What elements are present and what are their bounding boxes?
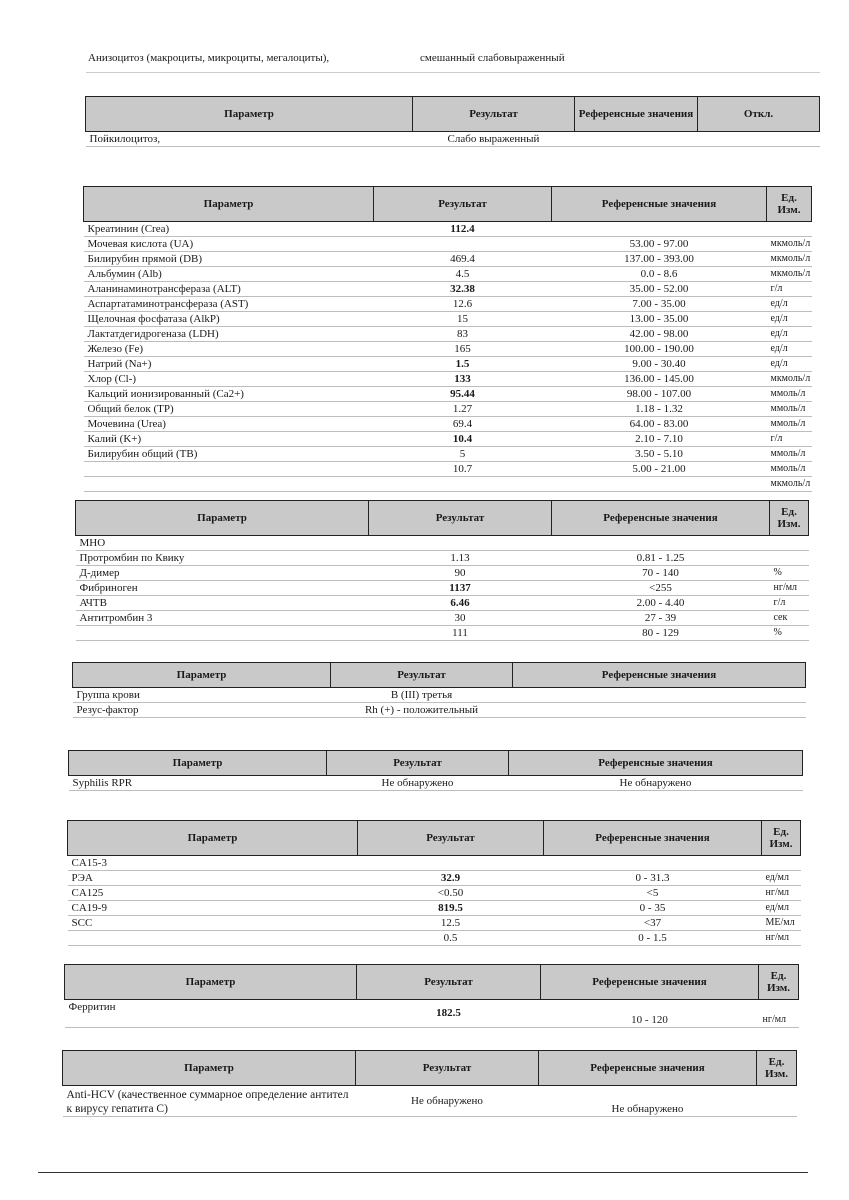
unit-cell — [770, 551, 809, 566]
header-result: Результат — [331, 663, 513, 688]
ref-cell: 3.50 - 5.10 — [552, 447, 767, 462]
header-ref: Референсные значения — [509, 751, 803, 776]
header-result: Результат — [357, 965, 541, 1000]
param-cell: Фибриноген — [76, 581, 369, 596]
result-cell: 1.13 — [369, 551, 552, 566]
table-row — [76, 611, 809, 626]
param-cell: CA125 — [68, 886, 358, 901]
table-row — [86, 132, 820, 147]
poikilocytosis-table — [85, 96, 820, 147]
ref-cell — [575, 132, 698, 147]
biochem-section — [83, 186, 811, 492]
param-cell: CA19-9 — [68, 901, 358, 916]
ref-cell: 35.00 - 52.00 — [552, 282, 767, 297]
table-row — [84, 447, 812, 462]
tumor-rows — [68, 856, 801, 946]
table-row — [76, 626, 809, 641]
coag-section — [75, 500, 808, 641]
table-row — [68, 916, 801, 931]
header-param: Параметр — [68, 821, 358, 856]
result-cell: <0.50 — [358, 886, 544, 901]
header-ref: Референсные значения — [552, 187, 767, 222]
unit-cell: сек — [770, 611, 809, 626]
unit-cell: нг/мл — [762, 931, 801, 946]
table-row — [84, 477, 812, 492]
result-cell: 90 — [369, 566, 552, 581]
ref-cell: 7.00 - 35.00 — [552, 297, 767, 312]
result-cell: 1.5 — [374, 357, 552, 372]
unit-cell — [762, 856, 801, 871]
ferritin-section — [64, 964, 798, 1028]
unit-cell — [770, 536, 809, 551]
ref-cell: 136.00 - 145.00 — [552, 372, 767, 387]
unit-cell: нг/мл — [770, 581, 809, 596]
param-cell: CA15-3 — [68, 856, 358, 871]
blood-group-section — [72, 662, 805, 718]
param-cell — [68, 931, 358, 946]
result-cell: 1.27 — [374, 402, 552, 417]
biochem-rows — [84, 222, 812, 492]
header-ref: Референсные значения — [552, 501, 770, 536]
unit-cell: мкмоль/л — [767, 267, 812, 282]
unit-cell: мкмоль/л — [767, 237, 812, 252]
result-cell: 95.44 — [374, 387, 552, 402]
result-cell: 112.4 — [374, 222, 552, 237]
result-cell: 69.4 — [374, 417, 552, 432]
tumor-table — [67, 820, 801, 946]
table-row — [68, 856, 801, 871]
result-cell: 4.5 — [374, 267, 552, 282]
table-row — [63, 1086, 797, 1117]
result-cell — [369, 536, 552, 551]
header-ref: Референсные значения — [541, 965, 759, 1000]
header-param: Параметр — [84, 187, 374, 222]
table-row — [84, 267, 812, 282]
param-cell — [84, 462, 374, 477]
ref-cell: 1.18 - 1.32 — [552, 402, 767, 417]
ref-cell: <37 — [544, 916, 762, 931]
result-cell: Rh (+) - положительный — [331, 703, 513, 718]
unit-cell: мкмоль/л — [767, 252, 812, 267]
table-row — [76, 596, 809, 611]
param-cell: Билирубин прямой (DB) — [84, 252, 374, 267]
unit-cell — [767, 222, 812, 237]
header-param: Параметр — [63, 1051, 356, 1086]
ref-cell: 100.00 - 190.00 — [552, 342, 767, 357]
page-footer-line — [38, 1172, 808, 1173]
result-cell — [374, 477, 552, 492]
unit-cell — [757, 1086, 797, 1117]
result-cell: 819.5 — [358, 901, 544, 916]
unit-cell: ммоль/л — [767, 462, 812, 477]
param-cell: Резус-фактор — [73, 703, 331, 718]
table-row — [84, 342, 812, 357]
result-cell: 165 — [374, 342, 552, 357]
result-cell: 6.46 — [369, 596, 552, 611]
result-cell: 15 — [374, 312, 552, 327]
result-cell: 1137 — [369, 581, 552, 596]
param-cell: Д-димер — [76, 566, 369, 581]
table-row — [76, 551, 809, 566]
param-cell: Syphilis RPR — [69, 776, 327, 791]
header-ref: Референсные значения — [539, 1051, 757, 1086]
result-cell: 133 — [374, 372, 552, 387]
unit-cell: нг/мл — [759, 1000, 799, 1028]
header-param: Параметр — [65, 965, 357, 1000]
ref-cell: 0.0 - 8.6 — [552, 267, 767, 282]
ref-cell: 10 - 120 — [541, 1000, 759, 1028]
param-cell: Мочевина (Urea) — [84, 417, 374, 432]
param-cell: Щелочная фосфатаза (AlkP) — [84, 312, 374, 327]
ref-cell: 0 - 31.3 — [544, 871, 762, 886]
table-row — [65, 1000, 799, 1028]
header-unit: Ед. Изм. — [762, 821, 801, 856]
result-cell: 5 — [374, 447, 552, 462]
unit-cell: % — [770, 566, 809, 581]
param-cell: Калий (K+) — [84, 432, 374, 447]
unit-cell: ммоль/л — [767, 387, 812, 402]
param-cell: Железо (Fe) — [84, 342, 374, 357]
result-cell: 12.6 — [374, 297, 552, 312]
param-cell: Антитромбин 3 — [76, 611, 369, 626]
result-cell: 30 — [369, 611, 552, 626]
table-row — [73, 688, 806, 703]
header-result: Результат — [369, 501, 552, 536]
table-row — [84, 222, 812, 237]
param-cell: SCC — [68, 916, 358, 931]
table-row — [84, 297, 812, 312]
hcv-table — [62, 1050, 797, 1117]
result-cell: 469.4 — [374, 252, 552, 267]
table-row — [84, 372, 812, 387]
result-cell: 10.7 — [374, 462, 552, 477]
ref-cell: 70 - 140 — [552, 566, 770, 581]
param-cell: Мочевая кислота (UA) — [84, 237, 374, 252]
header-result: Результат — [358, 821, 544, 856]
unit-cell: г/л — [767, 432, 812, 447]
dev-cell — [698, 132, 820, 147]
unit-cell: ед/л — [767, 342, 812, 357]
table-row — [68, 886, 801, 901]
table-row — [84, 357, 812, 372]
table-row — [84, 462, 812, 477]
result-cell: B (III) третья — [331, 688, 513, 703]
param-cell: Anti-HCV (качественное суммарное определение антител к вирусу гепатита С) — [63, 1086, 356, 1117]
header-ref: Референсные значения — [513, 663, 806, 688]
header-dev: Откл. — [698, 97, 820, 132]
ref-cell: 0 - 35 — [544, 901, 762, 916]
unit-cell: ммоль/л — [767, 447, 812, 462]
param-cell: Креатинин (Crea) — [84, 222, 374, 237]
unit-cell: мкмоль/л — [767, 477, 812, 492]
table-row — [68, 931, 801, 946]
ref-cell: Не обнаружено — [509, 776, 803, 791]
table-row — [84, 387, 812, 402]
blood-group-table — [72, 662, 806, 718]
table-row — [84, 327, 812, 342]
table-row — [68, 901, 801, 916]
table-row — [76, 566, 809, 581]
param-cell: Аланинаминотрансфераза (ALT) — [84, 282, 374, 297]
header-result: Результат — [413, 97, 575, 132]
header-unit: Ед. Изм. — [757, 1051, 797, 1086]
unit-cell: ед/л — [767, 357, 812, 372]
syphilis-rows — [69, 776, 803, 791]
unit-cell: % — [770, 626, 809, 641]
result-cell — [374, 237, 552, 252]
ref-cell: 2.10 - 7.10 — [552, 432, 767, 447]
table-row — [84, 312, 812, 327]
table-row — [76, 581, 809, 596]
ref-cell: 0 - 1.5 — [544, 931, 762, 946]
param-cell: Ферритин — [65, 1000, 357, 1028]
ref-cell: 2.00 - 4.40 — [552, 596, 770, 611]
ref-cell: 5.00 - 21.00 — [552, 462, 767, 477]
param-cell: Аспартатаминотрансфераза (AST) — [84, 297, 374, 312]
result-cell: Не обнаружено — [356, 1086, 539, 1117]
table-row — [76, 536, 809, 551]
unit-cell: ед/л — [767, 327, 812, 342]
result-cell: Слабо выраженный — [413, 132, 575, 147]
header-ref: Референсные значения — [544, 821, 762, 856]
result-cell — [358, 856, 544, 871]
unit-cell: ед/мл — [762, 901, 801, 916]
param-cell: Пойкилоцитоз, — [86, 132, 413, 147]
unit-cell: ед/л — [767, 297, 812, 312]
ferritin-table — [64, 964, 799, 1028]
param-cell: МНО — [76, 536, 369, 551]
header-result: Результат — [374, 187, 552, 222]
ref-cell: 64.00 - 83.00 — [552, 417, 767, 432]
ref-cell: 13.00 - 35.00 — [552, 312, 767, 327]
result-cell: 111 — [369, 626, 552, 641]
param-cell: РЭА — [68, 871, 358, 886]
table-row — [84, 252, 812, 267]
unit-cell: ммоль/л — [767, 417, 812, 432]
param-cell: Протромбин по Квику — [76, 551, 369, 566]
param-cell: Натрий (Na+) — [84, 357, 374, 372]
table-row — [68, 871, 801, 886]
param-cell: Билирубин общий (TB) — [84, 447, 374, 462]
header-param: Параметр — [73, 663, 331, 688]
header-ref: Референсные значения — [575, 97, 698, 132]
hcv-section — [62, 1050, 796, 1117]
ref-cell: <5 — [544, 886, 762, 901]
result-cell: 182.5 — [357, 1000, 541, 1028]
ref-cell: 0.81 - 1.25 — [552, 551, 770, 566]
param-cell: АЧТВ — [76, 596, 369, 611]
tumor-section — [67, 820, 800, 946]
ref-cell — [552, 477, 767, 492]
ref-cell: 137.00 - 393.00 — [552, 252, 767, 267]
table-row — [84, 402, 812, 417]
param-cell — [84, 477, 374, 492]
unit-cell: мкмоль/л — [767, 372, 812, 387]
anisocytosis-row — [86, 48, 820, 73]
result-cell: 12.5 — [358, 916, 544, 931]
ref-cell — [513, 703, 806, 718]
blood-group-rows — [73, 688, 806, 718]
result-cell: 0.5 — [358, 931, 544, 946]
anisocytosis-result: смешанный слабовыраженный — [420, 52, 565, 64]
unit-cell: МЕ/мл — [762, 916, 801, 931]
result-cell: 32.38 — [374, 282, 552, 297]
ref-cell: Не обнаружено — [539, 1086, 757, 1117]
ref-cell: 98.00 - 107.00 — [552, 387, 767, 402]
param-cell — [76, 626, 369, 641]
param-cell: Общий белок (TP) — [84, 402, 374, 417]
param-cell: Кальций ионизированный (Ca2+) — [84, 387, 374, 402]
unit-cell: ммоль/л — [767, 402, 812, 417]
header-param: Параметр — [76, 501, 369, 536]
unit-cell: г/л — [770, 596, 809, 611]
header-result: Результат — [327, 751, 509, 776]
syphilis-section — [68, 750, 802, 791]
unit-cell: нг/мл — [762, 886, 801, 901]
ref-cell — [552, 222, 767, 237]
result-cell: 83 — [374, 327, 552, 342]
param-cell: Лактатдегидрогеназа (LDH) — [84, 327, 374, 342]
table-row — [84, 417, 812, 432]
header-result: Результат — [356, 1051, 539, 1086]
ref-cell: <255 — [552, 581, 770, 596]
ref-cell: 42.00 - 98.00 — [552, 327, 767, 342]
unit-cell: г/л — [767, 282, 812, 297]
table-row — [73, 703, 806, 718]
table-row — [84, 237, 812, 252]
table-row — [84, 432, 812, 447]
header-param: Параметр — [69, 751, 327, 776]
result-cell: 10.4 — [374, 432, 552, 447]
result-cell: Не обнаружено — [327, 776, 509, 791]
param-cell: Альбумин (Alb) — [84, 267, 374, 282]
syphilis-table — [68, 750, 803, 791]
ref-cell: 80 - 129 — [552, 626, 770, 641]
table-row — [69, 776, 803, 791]
coag-rows — [76, 536, 809, 641]
coag-table — [75, 500, 809, 641]
biochem-table — [83, 186, 812, 492]
header-param: Параметр — [86, 97, 413, 132]
poikilocytosis-section — [85, 96, 819, 147]
param-cell: Группа крови — [73, 688, 331, 703]
unit-cell: ед/мл — [762, 871, 801, 886]
header-unit: Ед. Изм. — [770, 501, 809, 536]
ref-cell: 27 - 39 — [552, 611, 770, 626]
ref-cell: 9.00 - 30.40 — [552, 357, 767, 372]
ref-cell — [552, 536, 770, 551]
ref-cell: 53.00 - 97.00 — [552, 237, 767, 252]
header-unit: Ед. Изм. — [759, 965, 799, 1000]
ref-cell — [513, 688, 806, 703]
unit-cell: ед/л — [767, 312, 812, 327]
param-cell: Хлор (Cl-) — [84, 372, 374, 387]
result-cell: 32.9 — [358, 871, 544, 886]
ref-cell — [544, 856, 762, 871]
table-row — [84, 282, 812, 297]
header-unit: Ед. Изм. — [767, 187, 812, 222]
anisocytosis-param: Анизоцитоз (макроциты, микроциты, мегалоциты), — [88, 52, 330, 64]
